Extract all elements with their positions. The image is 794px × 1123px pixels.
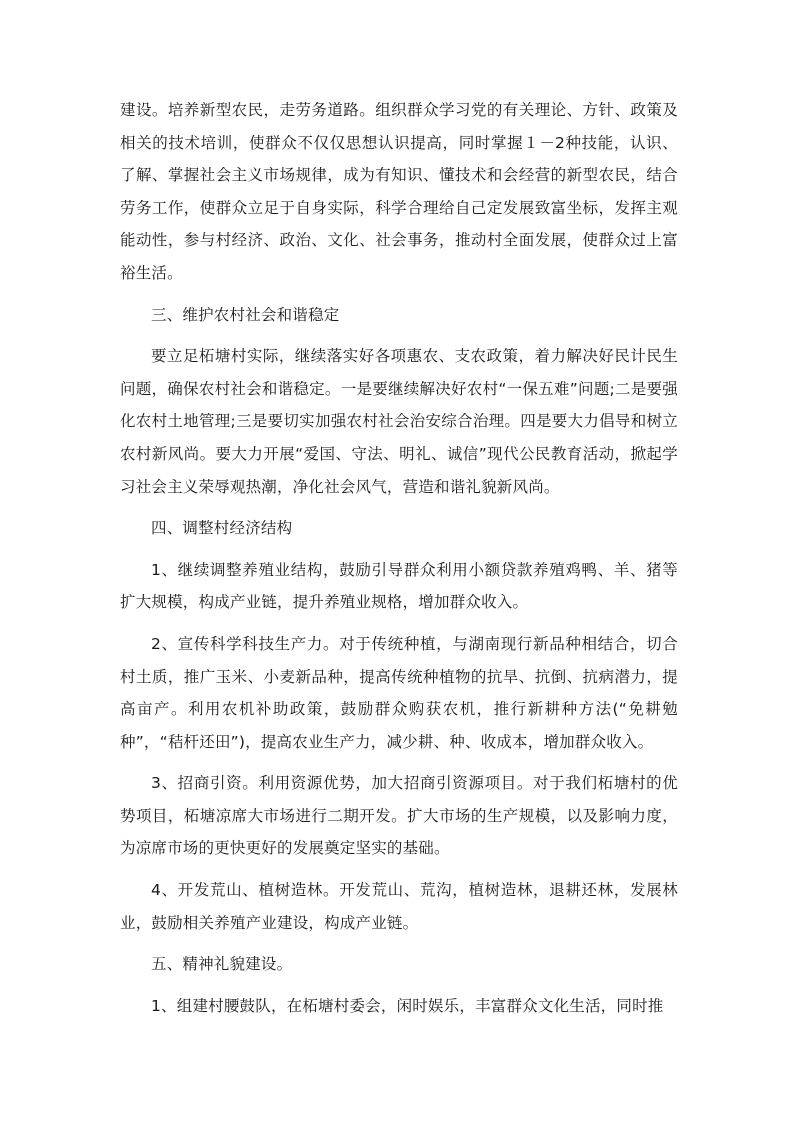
heading-section-5: 五、精神礼貌建设。: [151, 955, 293, 974]
heading-section-3: 三、维护农村社会和谐稳定: [151, 305, 340, 324]
heading-section-4: 四、调整村经济结构: [151, 519, 293, 538]
paragraph-item-1-breeding: 1、继续调整养殖业结构，鼓励引导群众利用小额贷款养殖鸡鸭、羊、猪等扩大规模，构成产业链，提升养殖业规格，增加群众收入。: [120, 560, 678, 612]
document-page: [120, 94, 678, 1022]
paragraph-stability: 要立足柘塘村实际，继续落实好各项惠农、支农政策，着力解决好民计民生问题，确保农村社会和谐稳定。一是要继续解决好农村“一保五难”问题;二是要强化农村土地管理;三是要切实加强农村社会治安综合治理。四是要大力倡导和树立农村新风尚。要大力开展“爱国、守法、明礼、诚信”现代公民教育活动，掀起学习社会主义荣辱观热潮，净化社会风气，营造和谐礼貌新风尚。: [120, 347, 678, 496]
paragraph-item-1-drum-team: 1、组建村腰鼓队，在柘塘村委会，闲时娱乐，丰富群众文化生活，同时推: [151, 996, 664, 1015]
paragraph-item-2-technology: 2、宣传科学科技生产力。对于传统种植，与湖南现行新品种相结合，切合村土质，推广玉米、小麦新品种，提高传统种植物的抗旱、抗倒、抗病潜力，提高亩产。利用农机补助政策，鼓励群众购获农机，推行新耕种方法(“免耕勉种”，“秸杆还田”)，提高农业生产力，减少耕、种、收成本，增加群众收入。: [120, 634, 678, 751]
paragraph-item-4-forestry: 4、开发荒山、植树造林。开发荒山、荒沟，植树造林，退耕还林，发展林业，鼓励相关养殖产业建设，构成产业链。: [120, 881, 678, 932]
paragraph-training: 建设。培养新型农民，走劳务道路。组织群众学习党的有关理论、方针、政策及相关的技术培训，使群众不仅仅思想认识提高，同时掌握１－2种技能，认识、了解、掌握社会主义市场规律，成为有知识、懂技术和会经营的新型农民，结合劳务工作，使群众立足于自身实际，科学合理给自己定发展致富坐标，发挥主观能动性，参与村经济、政治、文化、社会事务，推动村全面发展，使群众过上富裕生活。: [120, 101, 678, 282]
paragraph-item-3-investment: 3、招商引资。利用资源优势，加大招商引资源项目。对于我们柘塘村的优势项目，柘塘凉席大市场进行二期开发。扩大市场的生产规模，以及影响力度，为凉席市场的更快更好的发展奠定坚实的基础。: [120, 774, 678, 858]
